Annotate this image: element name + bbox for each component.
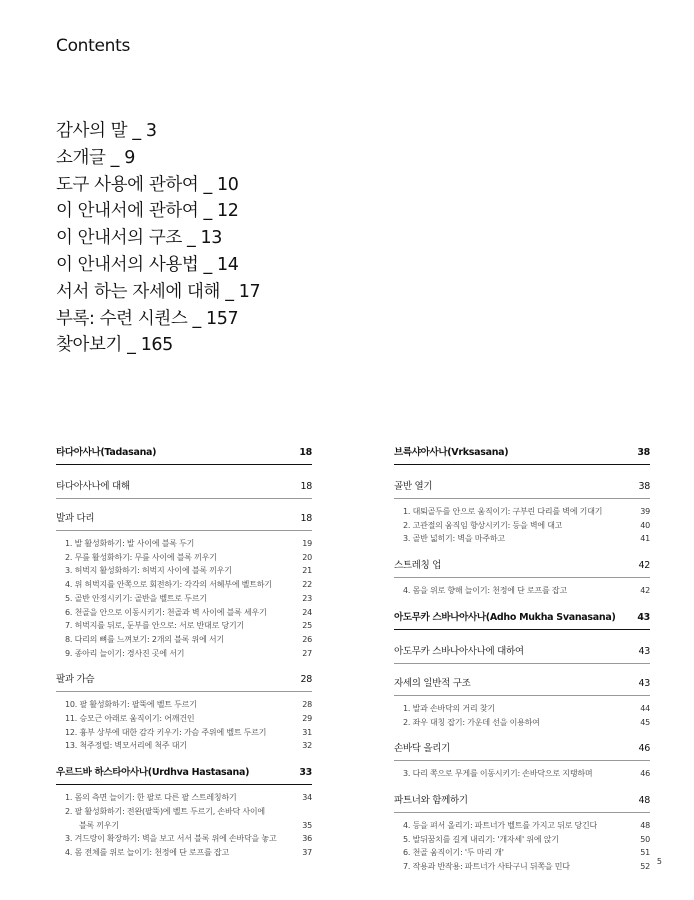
toc-entry bbox=[394, 716, 650, 730]
entry-label: 7. 허벅지를 뒤로, 둔부를 안으로: 서로 반대로 당기기 bbox=[65, 621, 245, 631]
entry-label-continuation: 블록 끼우기 bbox=[79, 820, 119, 830]
toc-entry bbox=[56, 739, 312, 753]
section-page: 48 bbox=[638, 794, 650, 806]
entry-page: 35 bbox=[302, 820, 312, 830]
page-number: 5 bbox=[656, 857, 662, 866]
section-rule bbox=[394, 498, 650, 499]
entry-label: 1. 발과 손바닥의 거리 찾기 bbox=[403, 703, 495, 713]
front-matter-entry: 도구 사용에 관하여 _ 10 bbox=[56, 174, 239, 195]
front-matter-entry: 찾아보기 _ 165 bbox=[56, 335, 173, 356]
section-title: 손바닥 올리기 bbox=[394, 743, 450, 755]
toc-left-column bbox=[56, 445, 312, 874]
entry-page: 51 bbox=[640, 848, 650, 858]
entry-page: 37 bbox=[302, 847, 312, 857]
entry-page: 42 bbox=[640, 586, 650, 596]
entry-label: 8. 다리의 뼈를 느껴보기: 2개의 블록 위에 서기 bbox=[65, 634, 224, 644]
subsection-heading bbox=[56, 672, 312, 688]
entry-page: 36 bbox=[302, 834, 312, 844]
entry-label: 5. 발뒤꿈치를 길게 내리기: '개자세' 위에 앉기 bbox=[403, 834, 559, 844]
section-title: 아도무카 스바나아사나(Adho Mukha Svanasana) bbox=[394, 611, 616, 623]
section-title: 스트레칭 업 bbox=[394, 560, 442, 572]
section-page: 28 bbox=[300, 674, 312, 686]
entry-page: 29 bbox=[302, 714, 312, 724]
section-title: 골반 열기 bbox=[394, 481, 433, 492]
toc-entry bbox=[56, 846, 312, 860]
subsection bbox=[56, 479, 312, 499]
front-matter-entry: 이 안내서의 사용법 _ 14 bbox=[56, 254, 239, 275]
toc-entry bbox=[56, 791, 312, 805]
subsection-heading bbox=[394, 479, 650, 495]
section-rule bbox=[394, 760, 650, 761]
toc-entry bbox=[394, 702, 650, 716]
subsection-heading bbox=[394, 741, 650, 757]
section-page: 43 bbox=[637, 611, 650, 623]
entry-page: 31 bbox=[302, 727, 312, 737]
entry-page: 45 bbox=[640, 717, 650, 727]
subsection bbox=[394, 676, 650, 729]
entry-label: 6. 천골을 안으로 이동시키기: 천골과 벽 사이에 블록 세우기 bbox=[65, 607, 267, 617]
subsection bbox=[56, 672, 312, 753]
front-matter-entry: 감사의 말 _ 3 bbox=[56, 121, 157, 141]
section-page: 43 bbox=[638, 677, 650, 689]
entry-page: 46 bbox=[640, 769, 650, 779]
toc-entry bbox=[56, 551, 312, 565]
subsection-heading bbox=[394, 676, 650, 692]
subsection bbox=[394, 558, 650, 598]
front-matter-entry: 이 안내서에 관하여 _ 12 bbox=[56, 201, 239, 222]
section-title: 우르드바 하스타아사나(Urdhva Hastasana) bbox=[56, 767, 250, 779]
chapter-section bbox=[56, 765, 312, 860]
section-rule bbox=[394, 812, 650, 813]
section-page: 33 bbox=[299, 767, 312, 779]
entry-label: 3. 다리 쪽으로 무게를 이동시키기: 손바닥으로 지탱하며 bbox=[403, 769, 593, 779]
section-title: 아도무카 스바나아사나에 대하여 bbox=[394, 645, 524, 657]
chapter-heading bbox=[56, 765, 312, 781]
section-title: 팔과 가슴 bbox=[56, 674, 95, 686]
toc-entry bbox=[394, 519, 650, 533]
entry-page: 50 bbox=[640, 834, 650, 844]
entry-label: 10. 팔 활성화하기: 팔뚝에 벨트 두르기 bbox=[65, 700, 197, 710]
entry-label: 13. 척주정렬: 벽모서리에 척주 대기 bbox=[65, 741, 187, 751]
section-title: 발과 다리 bbox=[56, 513, 95, 524]
section-rule bbox=[394, 663, 650, 664]
section-rule bbox=[394, 629, 650, 630]
entry-page: 21 bbox=[302, 566, 312, 576]
section-page: 38 bbox=[637, 447, 650, 458]
toc-entry bbox=[56, 537, 312, 551]
entry-page: 28 bbox=[302, 700, 312, 710]
entry-page: 26 bbox=[302, 634, 312, 644]
entry-page: 40 bbox=[640, 520, 650, 530]
section-title: 타다아사나에 대해 bbox=[56, 481, 130, 492]
subsection bbox=[394, 644, 650, 664]
front-matter-entry: 이 안내서의 구조 _ 13 bbox=[56, 228, 223, 249]
entry-page: 52 bbox=[640, 862, 650, 872]
subsection bbox=[394, 741, 650, 781]
entry-page: 20 bbox=[302, 552, 312, 562]
section-page: 18 bbox=[300, 481, 312, 492]
section-page: 42 bbox=[638, 560, 650, 572]
toc-right-column bbox=[394, 445, 650, 886]
entry-page: 27 bbox=[302, 648, 312, 658]
toc-entry bbox=[56, 564, 312, 578]
entry-page: 39 bbox=[640, 507, 650, 516]
entry-label: 6. 천골 움직이기: '두 마리 개' bbox=[403, 848, 504, 858]
entry-continuation-row bbox=[65, 819, 312, 833]
entry-label: 5. 골반 안정시키기: 골반을 벨트로 두르기 bbox=[65, 593, 207, 603]
section-rule bbox=[56, 784, 312, 785]
entry-label: 2. 팔 활성화하기: 전완(팔뚝)에 벨트 두르기, 손바닥 사이에 bbox=[65, 806, 265, 816]
section-rule bbox=[56, 530, 312, 531]
section-rule bbox=[394, 695, 650, 696]
section-page: 18 bbox=[300, 513, 312, 524]
chapter-section bbox=[56, 445, 312, 465]
section-title: 자세의 일반적 구조 bbox=[394, 677, 471, 689]
entry-label: 11. 승모근 아래로 움직이기: 어깨건인 bbox=[65, 714, 195, 724]
entry-page: 19 bbox=[302, 539, 312, 548]
subsection-heading bbox=[394, 558, 650, 574]
toc-entry bbox=[394, 505, 650, 519]
toc-entry bbox=[56, 633, 312, 647]
toc-entry bbox=[394, 532, 650, 546]
entry-label: 9. 종아리 늘이기: 경사진 곳에 서기 bbox=[65, 648, 185, 658]
toc-entry bbox=[394, 819, 650, 833]
section-page: 46 bbox=[638, 743, 650, 755]
subsection bbox=[394, 793, 650, 874]
toc-entry bbox=[56, 592, 312, 606]
toc-entry bbox=[56, 726, 312, 740]
toc-entry bbox=[56, 698, 312, 712]
page-title: Contents bbox=[56, 36, 131, 56]
entry-label: 3. 허벅지 활성화하기: 허벅지 사이에 블록 끼우기 bbox=[65, 566, 232, 576]
subsection-heading bbox=[56, 511, 312, 527]
toc-entry bbox=[56, 647, 312, 661]
toc-entry bbox=[394, 833, 650, 847]
entry-page: 23 bbox=[302, 593, 312, 603]
entry-label: 1. 대퇴골두를 안으로 움직이기: 구부린 다리를 벽에 기대기 bbox=[403, 507, 603, 516]
subsection-heading bbox=[394, 793, 650, 809]
entry-label: 12. 흉부 상부에 대한 감각 키우기: 가슴 주위에 벨트 두르기 bbox=[65, 727, 267, 737]
front-matter-entry: 소개글 _ 9 bbox=[56, 147, 135, 168]
section-page: 18 bbox=[299, 447, 312, 458]
section-title: 브륵샤아사나(Vrksasana) bbox=[394, 447, 509, 458]
section-rule bbox=[56, 691, 312, 692]
entry-label: 1. 몸의 측면 늘이기: 한 팔로 다른 팔 스트레칭하기 bbox=[65, 793, 237, 803]
toc-entry bbox=[394, 767, 650, 781]
subsection-heading bbox=[394, 644, 650, 660]
front-matter-list bbox=[56, 118, 616, 359]
entry-label: 4. 위 허벅지를 안쪽으로 회전하기: 각각의 서혜부에 벨트하기 bbox=[65, 580, 272, 590]
chapter-section bbox=[394, 445, 650, 465]
entry-page: 41 bbox=[640, 534, 650, 544]
entry-label: 7. 작용과 반작용: 파트너가 사타구니 뒤쪽을 민다 bbox=[403, 862, 570, 872]
toc-entry bbox=[56, 606, 312, 620]
toc-entry bbox=[394, 584, 650, 598]
entry-label: 3. 골반 넓히기: 벽을 마주하고 bbox=[403, 534, 505, 544]
toc-entry bbox=[394, 846, 650, 860]
entry-page: 22 bbox=[302, 580, 312, 590]
section-page: 43 bbox=[638, 645, 650, 657]
entry-page: 44 bbox=[640, 703, 650, 713]
entry-label: 4. 몸을 위로 향해 늘이기: 천정에 단 로프를 잡고 bbox=[403, 586, 567, 596]
section-rule bbox=[56, 464, 312, 465]
chapter-heading bbox=[394, 610, 650, 626]
toc-entry bbox=[56, 832, 312, 846]
subsection-heading bbox=[56, 479, 312, 495]
section-rule bbox=[56, 498, 312, 499]
chapter-heading bbox=[56, 445, 312, 461]
entry-page: 32 bbox=[302, 741, 312, 751]
section-rule bbox=[394, 577, 650, 578]
toc-entry bbox=[56, 578, 312, 592]
entry-page: 24 bbox=[302, 607, 312, 617]
chapter-heading bbox=[394, 445, 650, 461]
entry-label: 1. 발 활성화하기: 발 사이에 블록 두기 bbox=[65, 539, 195, 548]
section-title: 파트너와 함께하기 bbox=[394, 794, 468, 806]
entry-label: 4. 몸 전체를 위로 늘이기: 천정에 단 로프를 잡고 bbox=[65, 847, 229, 857]
entry-label: 3. 겨드랑이 확장하기: 벽을 보고 서서 블록 위에 손바닥을 놓고 bbox=[65, 834, 277, 844]
toc-entry bbox=[56, 712, 312, 726]
entry-label: 4. 등을 펴서 올리기: 파트너가 벨트를 가지고 뒤로 당긴다 bbox=[403, 820, 598, 830]
toc-entry bbox=[56, 619, 312, 633]
entry-label: 2. 무릎 활성화하기: 무릎 사이에 블록 끼우기 bbox=[65, 552, 217, 562]
entry-label: 2. 좌우 대칭 잡기: 가운데 선을 이용하여 bbox=[403, 717, 540, 727]
section-rule bbox=[394, 464, 650, 465]
toc-entry bbox=[394, 860, 650, 874]
toc-entry bbox=[56, 805, 312, 832]
entry-page: 25 bbox=[302, 621, 312, 631]
front-matter-entry: 서서 하는 자세에 대해 _ 17 bbox=[56, 281, 261, 302]
subsection bbox=[56, 511, 312, 660]
entry-page: 34 bbox=[302, 793, 312, 803]
section-title: 타다아사나(Tadasana) bbox=[56, 447, 157, 458]
entry-page: 48 bbox=[640, 820, 650, 830]
subsection bbox=[394, 479, 650, 546]
front-matter-entry: 부록: 수련 시퀀스 _ 157 bbox=[56, 308, 239, 329]
section-page: 38 bbox=[638, 481, 650, 492]
entry-label: 2. 고관절의 움직임 향상시키기: 등을 벽에 대고 bbox=[403, 520, 563, 530]
chapter-section bbox=[394, 610, 650, 630]
